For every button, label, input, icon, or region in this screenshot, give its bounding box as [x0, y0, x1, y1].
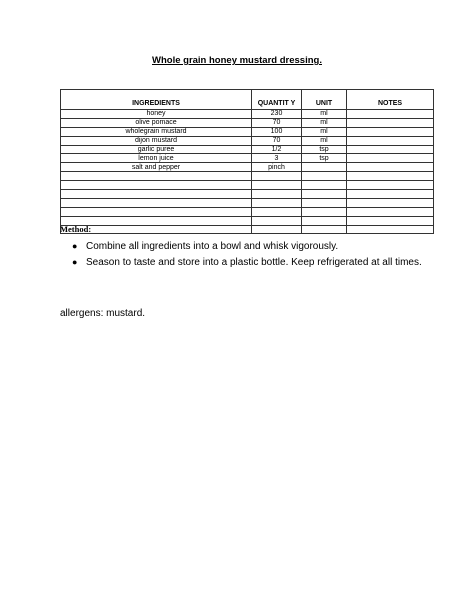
- cell-notes: [347, 198, 434, 207]
- cell-notes: [347, 118, 434, 127]
- cell-unit: ml: [302, 136, 347, 145]
- cell-notes: [347, 136, 434, 145]
- cell-ingredient: [61, 172, 252, 181]
- table-row: [61, 127, 434, 136]
- cell-unit: [302, 225, 347, 234]
- cell-quantity: [252, 216, 302, 225]
- cell-ingredient: dijon mustard: [61, 136, 252, 145]
- header-notes: NOTES: [347, 90, 434, 110]
- cell-quantity: [252, 198, 302, 207]
- cell-ingredient: salt and pepper: [61, 163, 252, 172]
- cell-ingredient: [61, 198, 252, 207]
- cell-ingredient: [61, 190, 252, 199]
- cell-quantity: [252, 172, 302, 181]
- method-step-text: Season to taste and store into a plastic bottle. Keep refrigerated at all times.: [86, 257, 422, 268]
- header-unit: UNIT: [302, 90, 347, 110]
- cell-notes: [347, 127, 434, 136]
- cell-notes: [347, 110, 434, 119]
- header-ingredients: INGREDIENTS: [61, 90, 252, 110]
- method-steps: [72, 240, 426, 272]
- cell-unit: ml: [302, 110, 347, 119]
- cell-unit: [302, 207, 347, 216]
- cell-unit: [302, 198, 347, 207]
- table-row: [61, 172, 434, 181]
- cell-notes: [347, 225, 434, 234]
- table-row: [61, 163, 434, 172]
- table-row: [61, 136, 434, 145]
- cell-unit: [302, 163, 347, 172]
- cell-notes: [347, 181, 434, 190]
- cell-quantity: [252, 190, 302, 199]
- table-row: [61, 110, 434, 119]
- cell-ingredient: wholegrain mustard: [61, 127, 252, 136]
- cell-notes: [347, 154, 434, 163]
- cell-unit: ml: [302, 118, 347, 127]
- cell-ingredient: [61, 207, 252, 216]
- cell-quantity: [252, 225, 302, 234]
- cell-quantity: 3: [252, 154, 302, 163]
- cell-quantity: 1/2: [252, 145, 302, 154]
- table-row: [61, 154, 434, 163]
- cell-ingredient: olive pomace: [61, 118, 252, 127]
- cell-notes: [347, 163, 434, 172]
- cell-quantity: 70: [252, 118, 302, 127]
- table-header-row: [61, 90, 434, 110]
- method-step-text: Combine all ingredients into a bowl and whisk vigorously.: [86, 241, 339, 252]
- bullet-icon: ●: [72, 241, 78, 251]
- table-row: [61, 181, 434, 190]
- cell-notes: [347, 190, 434, 199]
- cell-ingredient: [61, 181, 252, 190]
- bullet-icon: ●: [72, 257, 78, 267]
- table-row: [61, 190, 434, 199]
- cell-quantity: [252, 207, 302, 216]
- cell-quantity: 100: [252, 127, 302, 136]
- ingredients-table: [60, 89, 434, 234]
- cell-unit: [302, 216, 347, 225]
- cell-notes: [347, 172, 434, 181]
- table-row: [61, 118, 434, 127]
- cell-unit: [302, 190, 347, 199]
- cell-unit: [302, 172, 347, 181]
- header-quantity: QUANTIT Y: [252, 90, 302, 110]
- cell-unit: tsp: [302, 154, 347, 163]
- cell-ingredient: honey: [61, 110, 252, 119]
- method-step: [72, 240, 426, 253]
- table-row: [61, 225, 434, 234]
- cell-unit: ml: [302, 127, 347, 136]
- cell-ingredient: garlic puree: [61, 145, 252, 154]
- cell-notes: [347, 207, 434, 216]
- cell-notes: [347, 216, 434, 225]
- table-row: [61, 145, 434, 154]
- table-row: [61, 207, 434, 216]
- cell-quantity: [252, 181, 302, 190]
- recipe-title: Whole grain honey mustard dressing.: [152, 55, 322, 66]
- cell-quantity: 230: [252, 110, 302, 119]
- allergens-note: allergens: mustard.: [60, 308, 146, 319]
- method-step: [72, 256, 426, 269]
- cell-notes: [347, 145, 434, 154]
- cell-ingredient: lemon juice: [61, 154, 252, 163]
- cell-unit: [302, 181, 347, 190]
- table-row: [61, 216, 434, 225]
- table-row: [61, 198, 434, 207]
- cell-quantity: pinch: [252, 163, 302, 172]
- cell-quantity: 70: [252, 136, 302, 145]
- method-label: Method:: [60, 224, 92, 234]
- cell-unit: tsp: [302, 145, 347, 154]
